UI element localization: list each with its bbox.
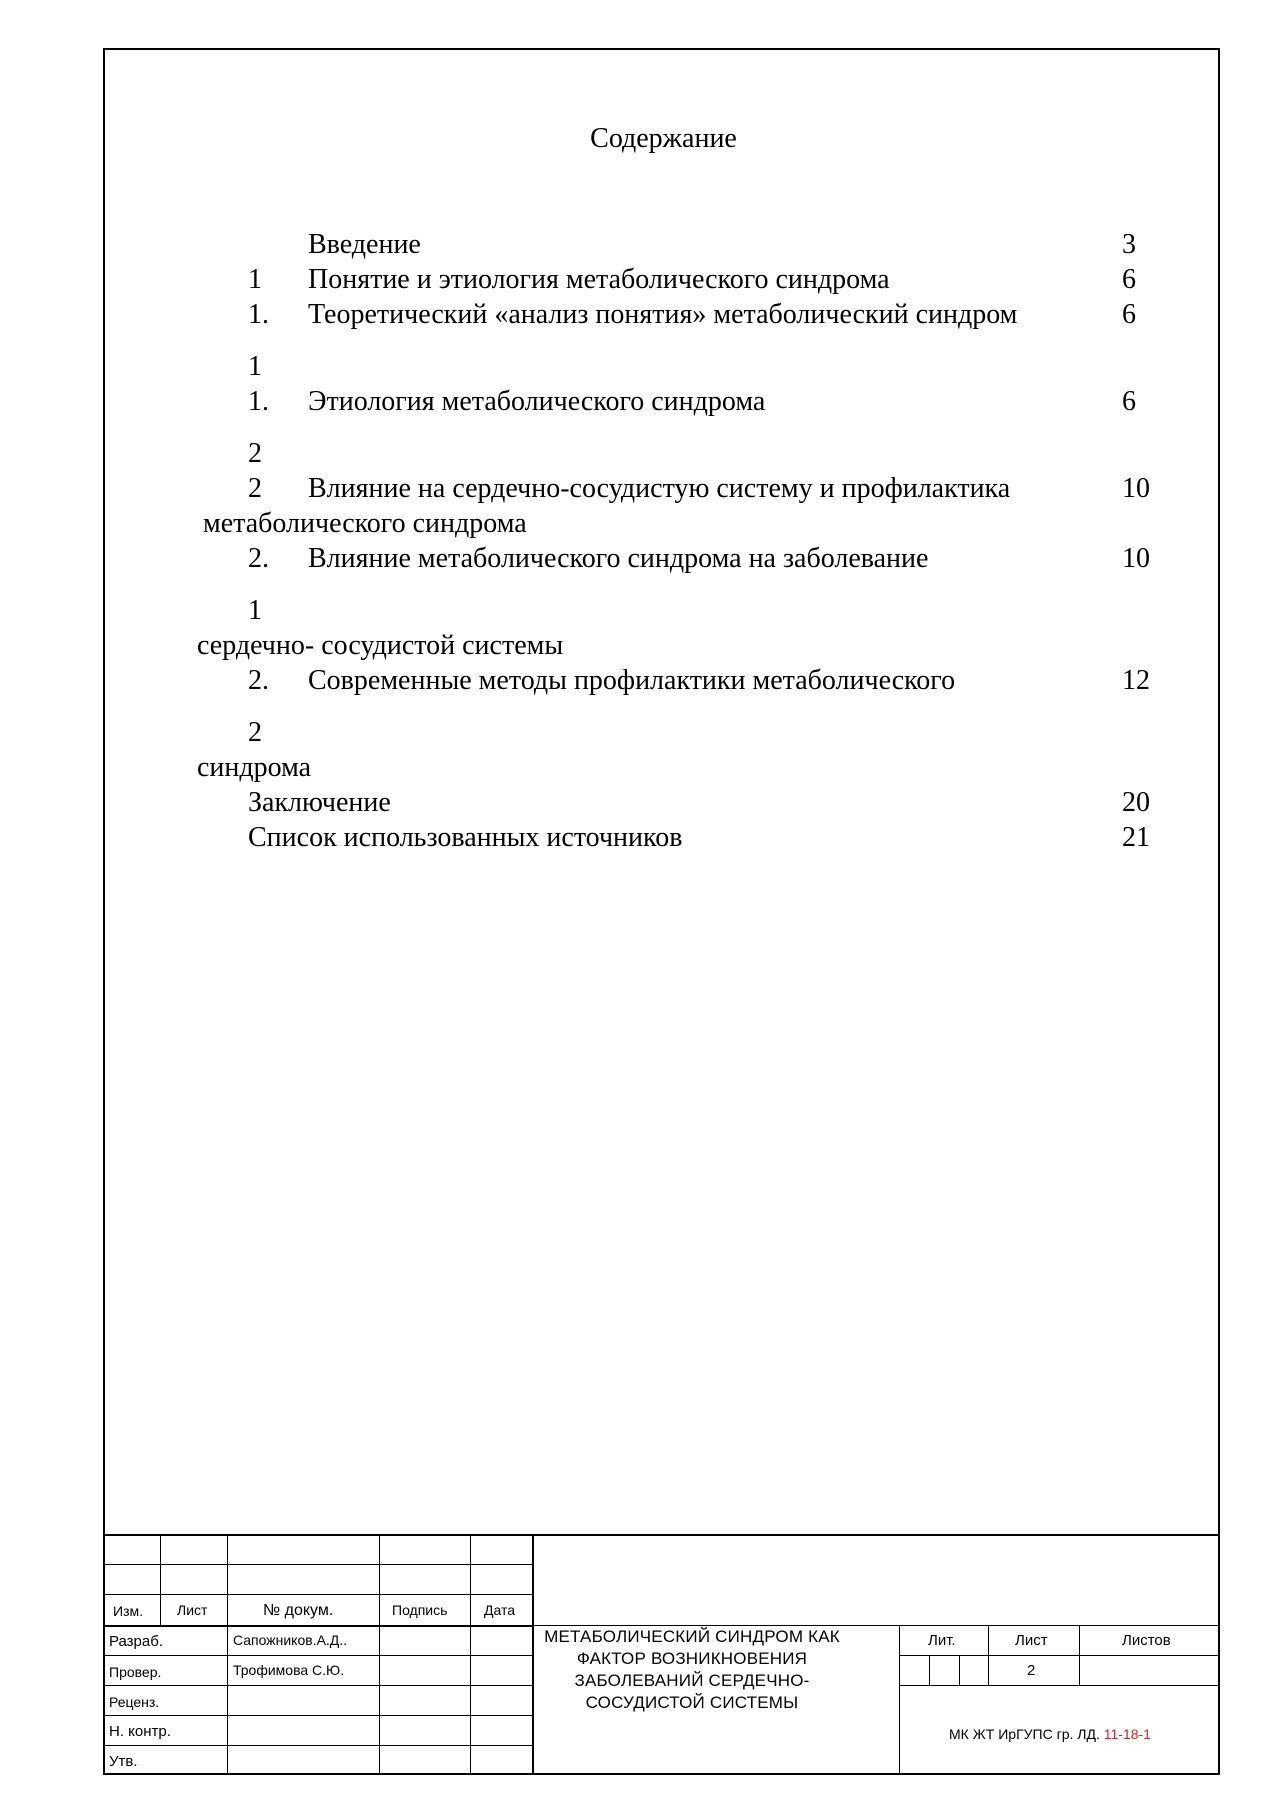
toc-item-2-text-cont: метаболического синдрома	[203, 508, 527, 539]
stamp-sheets-label: Листов	[1122, 1632, 1171, 1649]
toc-item-2-1-text-cont: сердечно- сосудистой системы	[197, 630, 564, 661]
toc-item-1-1-num: 1.	[248, 299, 269, 330]
toc-item-conclusion-text: Заключение	[248, 787, 391, 818]
toc-item-1-1-page: 6	[1122, 299, 1136, 330]
toc-item-2-2-page: 12	[1122, 665, 1150, 696]
stamp-rule	[105, 1564, 533, 1565]
stamp-sheet-value: 2	[1027, 1662, 1036, 1679]
stamp-role-prover: Провер.	[109, 1664, 162, 1680]
stamp-lit-label: Лит.	[928, 1632, 956, 1649]
toc-item-2-1-num-cont: 1	[248, 595, 262, 626]
stamp-rule	[105, 1625, 533, 1627]
toc-title: Содержание	[590, 123, 737, 154]
toc-item-1-num: 1	[248, 264, 262, 295]
document-frame	[103, 48, 1220, 1775]
stamp-name-prover: Трофимова С.Ю.	[233, 1662, 345, 1678]
stamp-header-list: Лист	[177, 1602, 208, 1618]
toc-item-2-num: 2	[248, 473, 262, 504]
toc-item-2-page: 10	[1122, 473, 1150, 504]
toc-item-2-2-text-cont: синдрома	[197, 752, 312, 783]
stamp-col-line	[988, 1625, 989, 1685]
stamp-top-line	[105, 1534, 1218, 1536]
stamp-rule	[105, 1655, 533, 1656]
stamp-rule	[105, 1715, 533, 1716]
stamp-role-utv: Утв.	[109, 1753, 138, 1770]
toc-item-intro-page: 3	[1122, 229, 1136, 260]
stamp-col-line	[227, 1534, 228, 1773]
toc-item-references-page: 21	[1122, 822, 1150, 853]
stamp-col-line	[959, 1655, 960, 1685]
toc-item-1-text: Понятие и этиология метаболического синдрома	[308, 264, 890, 295]
toc-item-2-1-page: 10	[1122, 543, 1150, 574]
stamp-role-razrab: Разраб.	[109, 1633, 164, 1650]
stamp-role-n-kontr: Н. контр.	[109, 1723, 171, 1740]
stamp-org-prefix: МК ЖТ ИрГУПС гр. ЛД.	[949, 1726, 1100, 1742]
toc-item-2-text: Влияние на сердечно-сосудистую систему и профилактика	[308, 473, 1011, 504]
stamp-role-recenz: Реценз.	[109, 1694, 160, 1710]
stamp-header-doc-num: № докум.	[263, 1602, 334, 1619]
toc-item-conclusion-page: 20	[1122, 787, 1150, 818]
stamp-col-line	[470, 1534, 471, 1773]
stamp-rule	[899, 1685, 1218, 1686]
stamp-rule	[899, 1655, 1218, 1656]
stamp-document-title: МЕТАБОЛИЧЕСКИЙ СИНДРОМ КАК ФАКТОР ВОЗНИКНОВЕНИЯ ЗАБОЛЕВАНИЙ СЕРДЕЧНО-СОСУДИСТОЙ СИСТЕМЫ	[544, 1627, 840, 1712]
toc-item-intro-text: Введение	[308, 229, 421, 260]
toc-item-references-text: Список использованных источников	[248, 822, 683, 853]
stamp-organization	[949, 1726, 1151, 1742]
toc-item-1-2-num-cont: 2	[248, 438, 262, 469]
stamp-col-line	[379, 1534, 380, 1773]
toc-item-2-2-num-cont: 2	[248, 717, 262, 748]
stamp-name-razrab: Сапожников.А.Д..	[233, 1632, 348, 1648]
stamp-group-code: 11-18-1	[1103, 1726, 1151, 1742]
stamp-col-line	[899, 1625, 900, 1773]
toc-item-1-2-num: 1.	[248, 386, 269, 417]
toc-item-2-1-text: Влияние метаболического синдрома на заболевание	[308, 543, 929, 574]
toc-item-1-1-num-cont: 1	[248, 351, 262, 382]
stamp-sheet-label: Лист	[1015, 1632, 1048, 1649]
stamp-rule	[105, 1594, 533, 1595]
toc-item-1-page: 6	[1122, 264, 1136, 295]
title-block-stamp	[105, 1534, 1218, 1773]
toc-item-1-2-text: Этиология метаболического синдрома	[308, 386, 766, 417]
toc-item-1-2-page: 6	[1122, 386, 1136, 417]
stamp-col-line	[929, 1655, 930, 1685]
stamp-header-signature: Подпись	[392, 1602, 448, 1618]
stamp-col-line	[1079, 1625, 1080, 1685]
toc-item-2-2-num: 2.	[248, 665, 269, 696]
stamp-col-line	[160, 1534, 161, 1625]
toc-item-2-2-text: Современные методы профилактики метаболического	[308, 665, 956, 696]
stamp-header-date: Дата	[484, 1602, 516, 1618]
stamp-header-izm: Изм.	[113, 1603, 143, 1619]
stamp-rule	[105, 1685, 533, 1686]
toc-item-2-1-num: 2.	[248, 543, 269, 574]
stamp-rule	[105, 1745, 533, 1746]
toc-item-1-1-text: Теоретический «анализ понятия» метаболический синдром	[308, 299, 1018, 330]
